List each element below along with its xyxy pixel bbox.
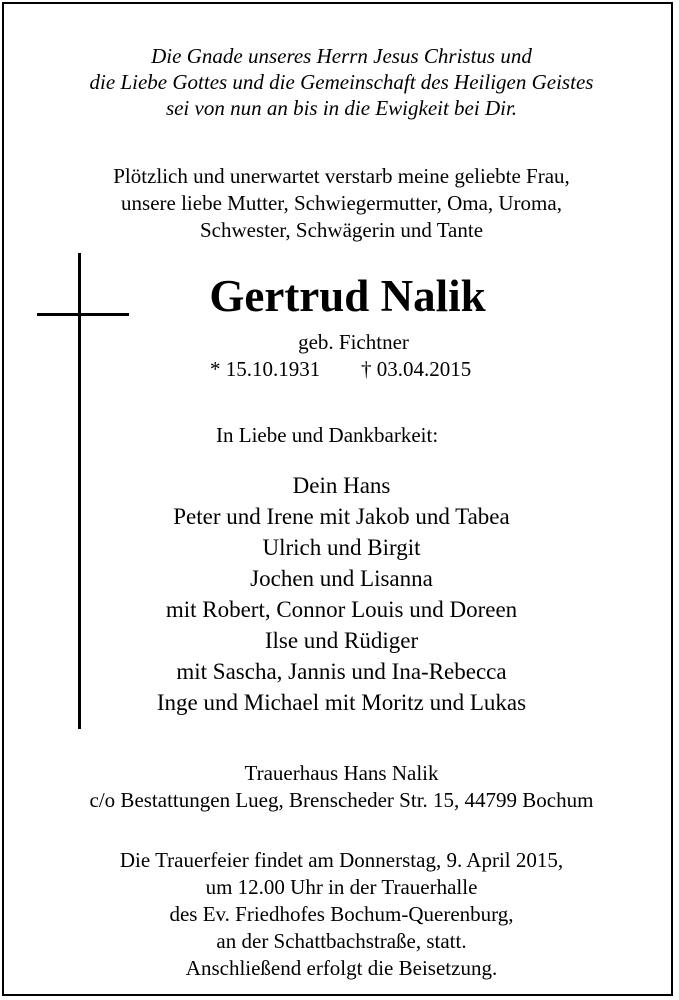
intro-line-2: unsere liebe Mutter, Schwiegermutter, Oma, Uroma, [121,191,562,215]
family-line-7: mit Sascha, Jannis und Ina-Rebecca [176,659,507,684]
family-line-2: Peter und Irene mit Jakob und Tabea [173,504,510,529]
family-line-4: Jochen und Lisanna [250,566,433,591]
address-line-1: Trauerhaus Hans Nalik [244,761,439,785]
death-date: † 03.04.2015 [361,357,472,381]
family-line-6: Ilse und Rüdiger [264,628,419,653]
ceremony-line-5: Anschließend erfolgt die Beisetzung. [185,956,498,980]
family-line-5: mit Robert, Connor Louis und Doreen [165,597,518,622]
ceremony-line-1: Die Trauerfeier findet am Donnerstag, 9. April 2015, [119,848,564,872]
obituary-notice [2,2,673,996]
verse-line-2: die Liebe Gottes und die Gemeinschaft des Heiligen Geistes [89,70,594,94]
family-line-8: Inge und Michael mit Moritz und Lukas [156,690,527,715]
birth-date: * 15.10.1931 [210,357,321,381]
verse-line-1: Die Gnade unseres Herrn Jesus Christus und [151,44,532,68]
address-line-2: c/o Bestattungen Lueg, Brenscheder Str. 15, 44799 Bochum [89,788,594,812]
family-line-3: Ulrich und Birgit [262,535,421,560]
maiden-name: geb. Fichtner [298,330,409,354]
family-line-1: Dein Hans [292,473,391,498]
verse-line-3: sei von nun an bis in die Ewigkeit bei Dir. [165,96,518,120]
intro-line-3: Schwester, Schwägerin und Tante [199,218,484,242]
deceased-name: Gertrud Nalik [209,271,486,321]
ceremony-line-2: um 12.00 Uhr in der Trauerhalle [205,875,478,899]
intro-line-1: Plötzlich und unerwartet verstarb meine geliebte Frau, [113,164,570,188]
gratitude-line: In Liebe und Dankbarkeit: [216,423,439,447]
ceremony-line-4: an der Schattbachstraße, statt. [216,929,467,953]
ceremony-line-3: des Ev. Friedhofes Bochum-Querenburg, [169,902,514,926]
